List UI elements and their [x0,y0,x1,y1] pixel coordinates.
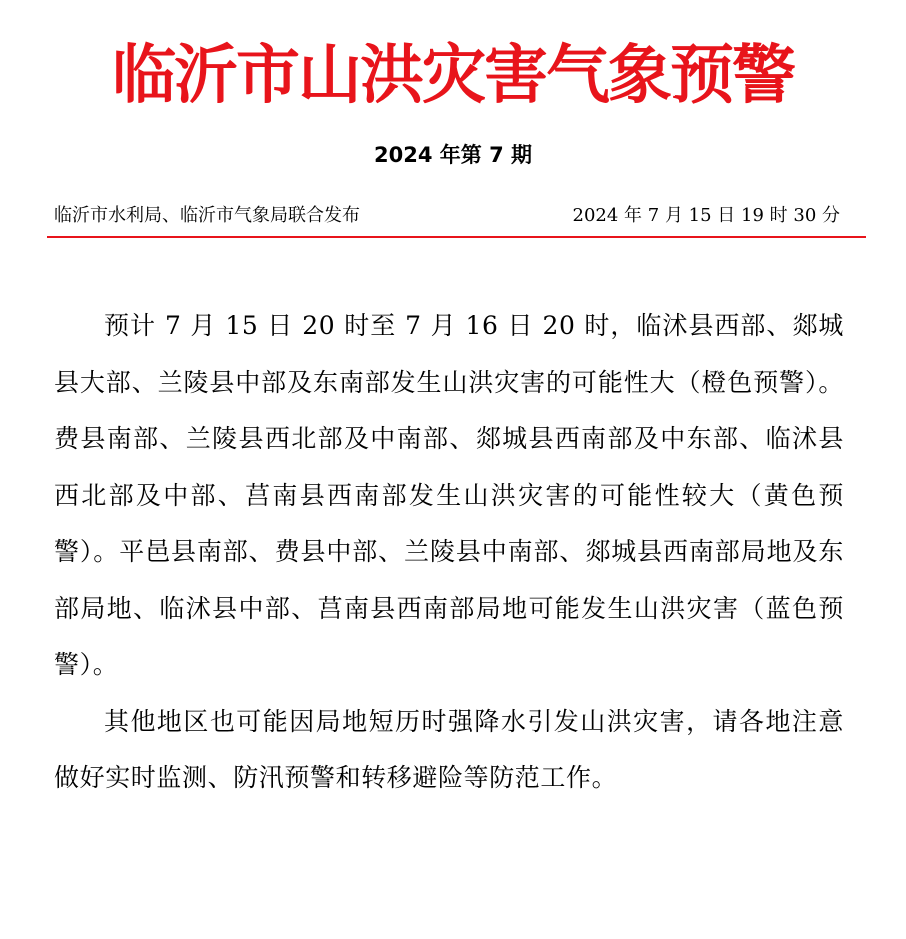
paragraph-advice: 其他地区也可能因局地短历时强降水引发山洪灾害，请各地注意做好实时监测、防汛预警和转移避险等防范工作。 [54,706,844,792]
document-title: 临沂市山洪灾害气象预警 [112,38,794,113]
publication-info [54,202,840,230]
issue-number: 2024 年第 7 期 [374,143,532,167]
warning-content [54,298,844,807]
paragraph-forecast: 预计 7 月 15 日 20 时至 7 月 16 日 20 时，临沭县西部、郯城县大部、兰陵县中部及东南部发生山洪灾害的可能性大（橙色预警）。费县南部、兰陵县西北部及中南部、郯城县西南部及中东部、临沭县西北部及中部、莒南县西南部发生山洪灾害的可能性较大（黄色预警）。平邑县南部、费县中部、兰陵县中南部、郯城县西南部局地及东部局地、临沭县中部、莒南县西南部局地可能发生山洪灾害（蓝色预警）。 [54,311,844,679]
publisher-text: 临沂市水利局、临沂市气象局联合发布 [54,205,360,226]
issue-timestamp: 2024 年 7 月 15 日 19 时 30 分 [572,205,840,226]
header-divider [47,236,866,238]
